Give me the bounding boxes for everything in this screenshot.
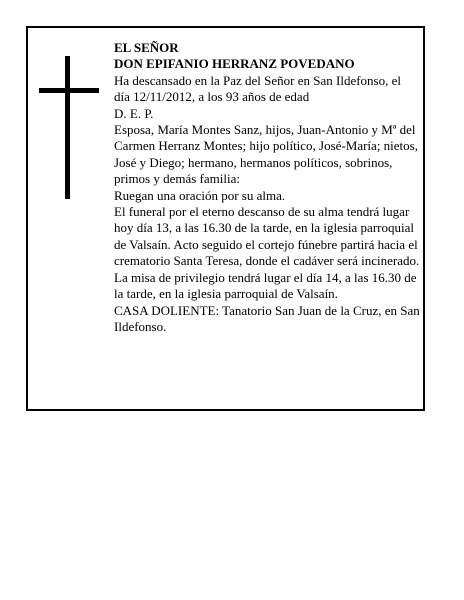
cross-vertical-bar [65, 56, 70, 199]
deceased-title: EL SEÑOR [114, 40, 179, 55]
prayer-request: Ruegan una oración por su alma. [114, 187, 286, 203]
cross-horizontal-bar [39, 88, 99, 93]
rest-in-peace: D. E. P. [114, 105, 154, 121]
deceased-name: DON EPIFANIO HERRANZ POVEDANO [114, 56, 355, 72]
family-list: Esposa, María Montes Sanz, hijos, Juan-Antonio y Mª del Carmen Herranz Montes; hijo político, José-María; nietos, José y Diego; hermano, hermanos políticos, sobrinos, primos y demás familia: [114, 122, 418, 187]
obituary-text [114, 40, 420, 335]
death-announcement: Ha descansado en la Paz del Señor en San Ildefonso, el día 12/11/2012, a los 93 años de edad [114, 72, 401, 105]
funeral-home: CASA DOLIENTE: Tanatorio San Juan de la Cruz, en San Ildefonso. [114, 302, 420, 334]
obituary-notice [26, 26, 425, 411]
latin-cross-icon [39, 56, 99, 199]
funeral-details: El funeral por el eterno descanso de su alma tendrá lugar hoy día 13, a las 16.30 de la tarde, en la iglesia parroquial de Valsaín. Acto seguido el cortejo fúnebre partirá hacia el crematorio Santa Teresa, donde el cadáver será incinerado. La misa de privilegio tendrá lugar el día 14, a las 16.30 de la tarde, en la iglesia parroquial de Valsaín. [114, 204, 420, 302]
